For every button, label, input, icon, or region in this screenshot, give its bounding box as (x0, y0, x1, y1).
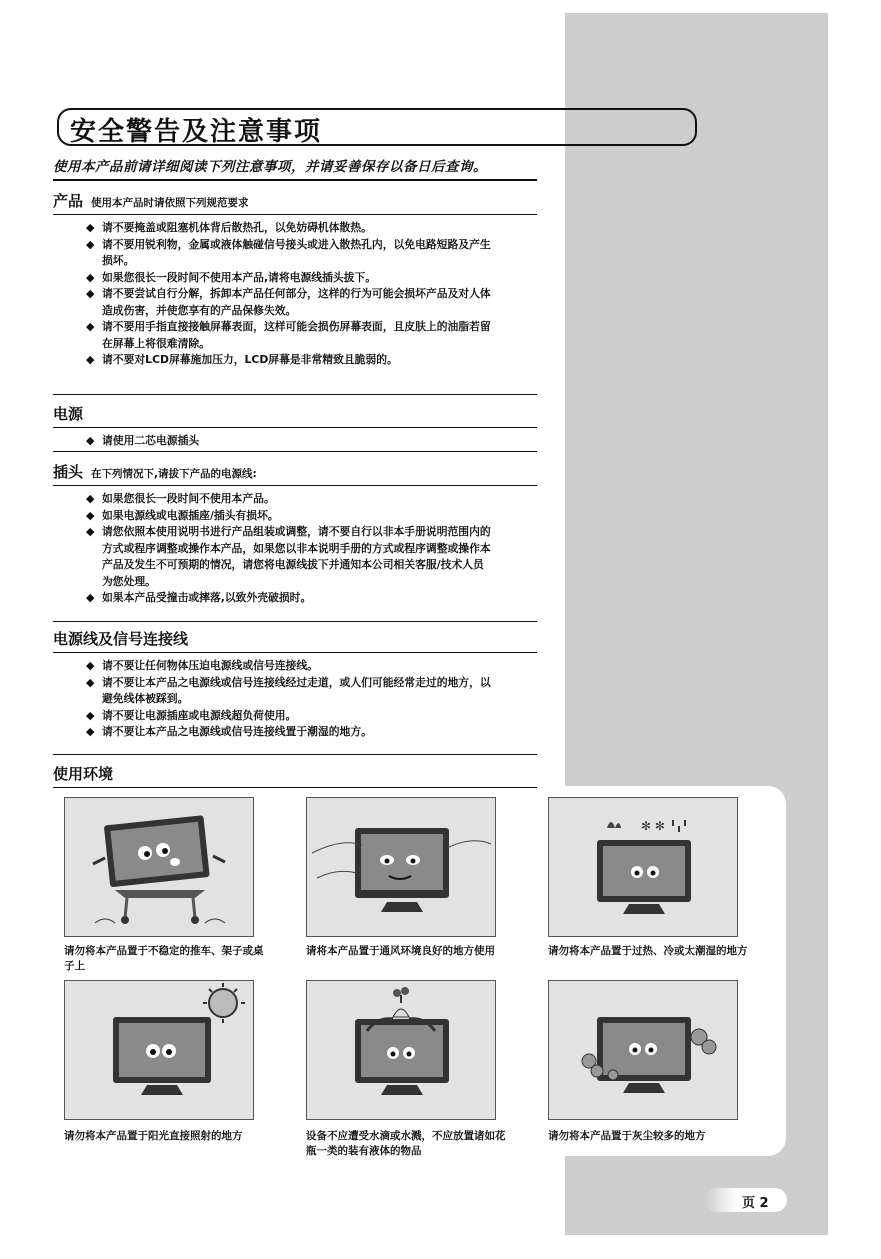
illustration-sunlight (64, 980, 254, 1120)
bullet-item: ◆ 如果您很长一段时间不使用本产品,请将电源线插头拔下。 (86, 270, 492, 287)
section-end-rule (53, 451, 537, 452)
illustration-cart (64, 797, 254, 937)
section-header (53, 763, 537, 784)
section-title: 使用环境 (53, 765, 114, 783)
bullet-item: ◆ 请不要对LCD屏幕施加压力，LCD屏幕是非常精致且脆弱的。 (86, 352, 492, 369)
bullet-list (53, 658, 537, 741)
section-rule (53, 787, 537, 788)
bullet-item: ◆ 请使用二芯电源插头 (86, 433, 492, 450)
caption-sunlight: 请勿将本产品置于阳光直接照射的地方 (64, 1130, 243, 1142)
section-title: 电源 (53, 405, 84, 423)
section-subtitle: 使用本产品时请依照下列规范要求 (91, 197, 249, 209)
bullet-item: ◆ 请不要让电源插座或电源线超负荷使用。 (86, 708, 492, 725)
caption-cart: 请勿将本产品置于不稳定的推车、架子或桌子上 (64, 945, 264, 972)
tv-dust-icon (549, 981, 737, 1119)
bullet-item: ◆ 请不要让本产品之电源线或信号连接线经过走道，或人们可能经常走过的地方，以避免线体被踩到。 (86, 675, 492, 708)
bullet-item: ◆ 请不要让本产品之电源线或信号连接线置于潮湿的地方。 (86, 724, 492, 741)
illustration-dust (548, 980, 738, 1120)
page-number: 页 2 (742, 1196, 769, 1211)
section-plug (53, 461, 537, 607)
section-header (53, 190, 537, 211)
bullet-list (53, 433, 537, 450)
section-title: 电源线及信号连接线 (53, 630, 189, 648)
bullet-list (53, 220, 537, 369)
illustration-vase (306, 980, 496, 1120)
section-rule (53, 427, 537, 428)
tv-sunlight-icon (65, 981, 253, 1119)
svg-text:✻ ✻: ✻ ✻ (641, 819, 665, 833)
section-title: 产品 (53, 192, 84, 210)
section-header (53, 628, 537, 649)
bullet-item: ◆ 请不要用手指直接接触屏幕表面，这样可能会损伤屏幕表面，且皮肤上的油脂若留在屏幕上将很难清除。 (86, 319, 492, 352)
section-power (53, 403, 537, 450)
tv-heat-cold-icon (549, 798, 737, 936)
bullet-item: ◆ 请不要让任何物体压迫电源线或信号连接线。 (86, 658, 492, 675)
bullet-list (53, 491, 537, 607)
illustration-heat-cold (548, 797, 738, 937)
section-rule (53, 214, 537, 215)
caption-vase: 设备不应遭受水滴或水溅，不应放置诸如花瓶一类的装有液体的物品 (306, 1130, 506, 1157)
bullet-item: ◆ 如果您很长一段时间不使用本产品。 (86, 491, 492, 508)
bullet-item: ◆ 如果本产品受撞击或摔落,以致外壳破损时。 (86, 590, 492, 607)
section-end-rule (53, 394, 537, 395)
page-subtitle: 使用本产品前请详细阅读下列注意事项，并请妥善保存以备日后查询。 (53, 159, 487, 175)
section-cables (53, 628, 537, 741)
section-end-rule (53, 621, 537, 622)
section-header (53, 461, 537, 482)
tv-ventilation-icon (307, 798, 495, 936)
illustration-ventilation (306, 797, 496, 937)
bullet-item: ◆ 请不要用锐利物，金属或液体触碰信号接头或进入散热孔内，以免电路短路及产生损坏。 (86, 237, 492, 270)
section-product (53, 190, 537, 369)
bullet-item: ◆ 如果电源线或电源插座/插头有损坏。 (86, 508, 492, 525)
tv-vase-icon (307, 981, 495, 1119)
section-rule (53, 652, 537, 653)
section-title: 插头 (53, 463, 84, 481)
caption-ventilation: 请将本产品置于通风环境良好的地方使用 (306, 945, 495, 957)
caption-heat-cold: 请勿将本产品置于过热、冷或太潮湿的地方 (548, 945, 748, 957)
bullet-item: ◆ 请不要尝试自行分解，拆卸本产品任何部分，这样的行为可能会损坏产品及对人体造成伤害，并使您享有的产品保修失效。 (86, 286, 492, 319)
caption-dust: 请勿将本产品置于灰尘较多的地方 (548, 1130, 706, 1142)
section-environment (53, 763, 537, 788)
section-subtitle: 在下列情况下,请拔下产品的电源线: (91, 468, 257, 480)
page-title: 安全警告及注意事项 (70, 117, 323, 147)
tv-on-cart-icon (65, 798, 253, 936)
section-header (53, 403, 537, 424)
section-rule (53, 485, 537, 486)
bullet-item: ◆ 请不要掩盖或阻塞机体背后散热孔，以免妨碍机体散热。 (86, 220, 492, 237)
section-end-rule (53, 754, 537, 755)
subtitle-rule (53, 179, 537, 181)
bullet-item: ◆ 请您依照本使用说明书进行产品组装或调整，请不要自行以非本手册说明范围内的方式或程序调整或操作本产品，如果您以非本说明手册的方式或程序调整或操作本产品及发生不可预期的情况，请您将电源线拔下并通知本公司相关客服/技术人员为您处理。 (86, 524, 492, 590)
